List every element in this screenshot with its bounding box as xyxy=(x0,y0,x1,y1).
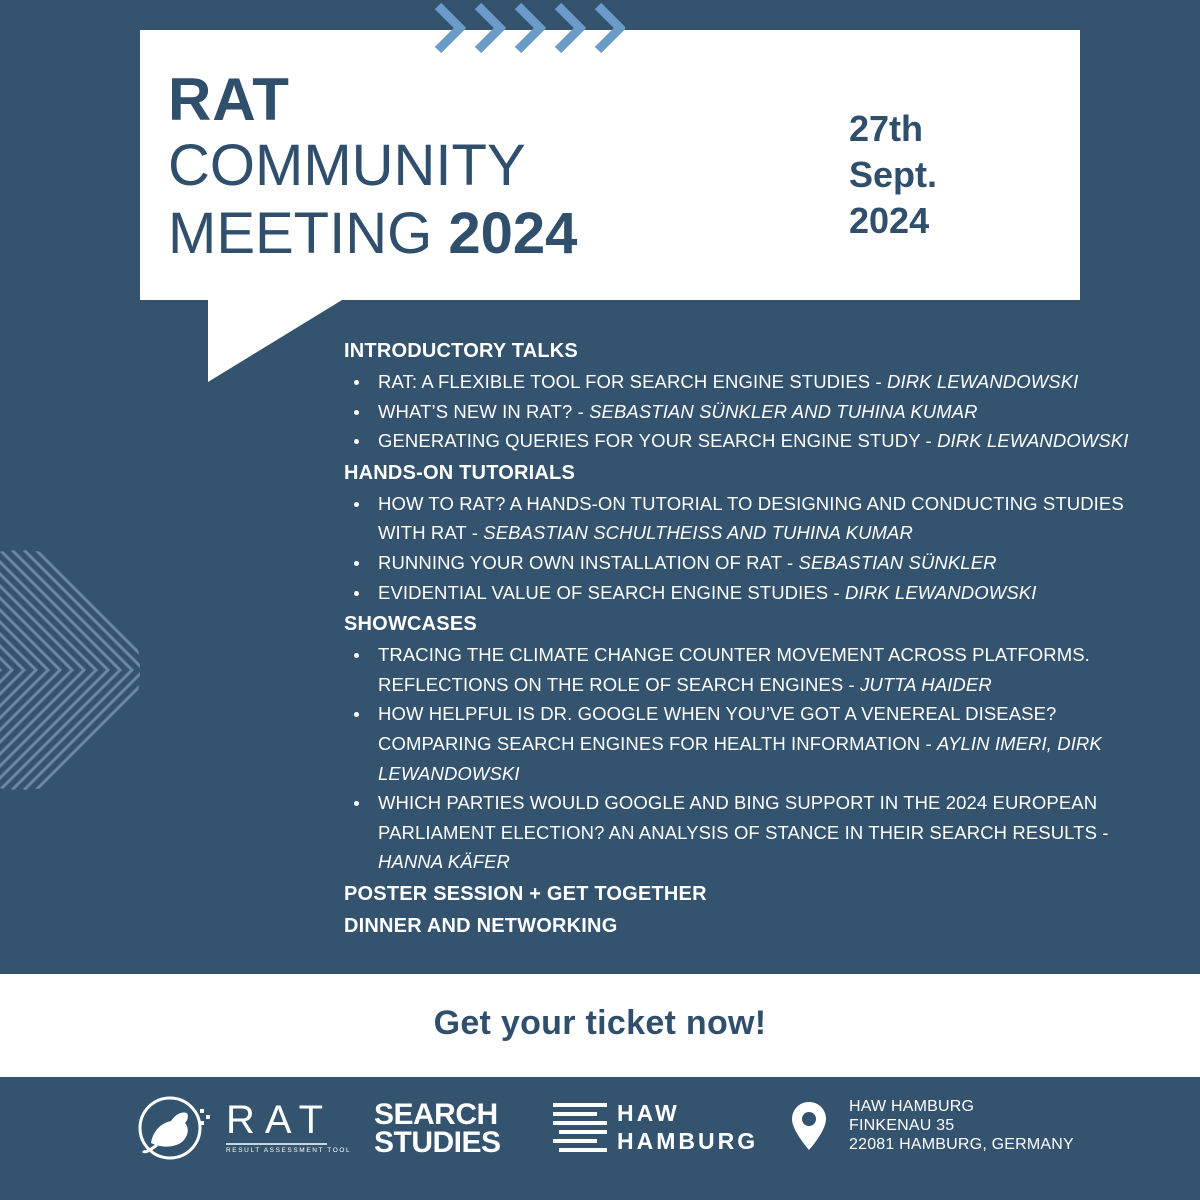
title-year: 2024 xyxy=(448,201,578,266)
title-meeting xyxy=(168,200,577,268)
section-title: HANDS-ON TUTORIALS xyxy=(344,461,576,484)
haw-line2: HAMBURG xyxy=(617,1128,759,1154)
date-month: Sept. xyxy=(849,154,938,195)
chevron-right-icon xyxy=(430,0,625,60)
section-title: INTRODUCTORY TALKS xyxy=(344,340,578,362)
list-item xyxy=(344,788,1164,877)
list-item xyxy=(344,548,1164,578)
title-community: COMMUNITY xyxy=(168,133,526,198)
talk-speakers: SEBASTIAN SÜNKLER AND TUHINA KUMAR xyxy=(589,400,978,422)
talk-title: EVIDENTIAL VALUE OF SEARCH ENGINE STUDIES - xyxy=(378,581,840,603)
section-showcases xyxy=(344,609,1164,877)
list-item xyxy=(344,426,1164,456)
talk-list xyxy=(344,367,1164,456)
talk-speakers: SEBASTIAN SÜNKLER xyxy=(798,551,997,573)
talk-title: WHICH PARTIES WOULD GOOGLE AND BING SUPPORT IN THE 2024 EUROPEAN PARLIAMENT ELECTION? AN ANALYSIS OF STANCE IN THEIR SEARCH RESULTS - xyxy=(378,792,1109,843)
ticket-cta[interactable]: Get your ticket now! xyxy=(433,1004,767,1042)
address-line3: 22081 HAMBURG, GERMANY xyxy=(849,1136,1074,1153)
search-studies-line1: SEARCH xyxy=(374,1098,498,1131)
program-list xyxy=(344,334,1164,942)
talk-speakers: DIRK LEWANDOWSKI xyxy=(937,430,1129,452)
event-title xyxy=(168,68,577,268)
list-item xyxy=(344,397,1164,427)
decorative-pattern xyxy=(0,550,140,790)
talk-title: GENERATING QUERIES FOR YOUR SEARCH ENGINE STUDY - xyxy=(378,430,932,452)
list-item xyxy=(344,367,1164,397)
list-item xyxy=(344,578,1164,608)
address-line2: FINKENAU 35 xyxy=(849,1117,955,1134)
location-pin-icon xyxy=(791,1101,827,1151)
event-date xyxy=(849,106,937,244)
list-item xyxy=(344,699,1164,788)
talk-title: WHAT’S NEW IN RAT? - xyxy=(378,400,584,422)
talk-list xyxy=(344,489,1164,607)
title-meeting-word: MEETING xyxy=(168,201,433,266)
talk-speakers: DIRK LEWANDOWSKI xyxy=(887,371,1079,392)
haw-logo-mark xyxy=(553,1103,607,1155)
search-studies-logo xyxy=(374,1098,501,1159)
talk-speakers: DIRK LEWANDOWSKI xyxy=(845,581,1037,603)
talk-title: HOW TO RAT? A HANDS-ON TUTORIAL TO DESIGNING AND CONDUCTING STUDIES WITH RAT - xyxy=(378,492,1124,544)
search-studies-line2: STUDIES xyxy=(374,1126,501,1159)
haw-hamburg-logo xyxy=(617,1099,758,1155)
talk-speakers: AYLIN IMERI, DIRK LEWANDOWSKI xyxy=(378,732,1102,784)
section-title: SHOWCASES xyxy=(344,613,477,636)
section-dinner: DINNER AND NETWORKING xyxy=(344,914,618,937)
section-hands-on-tutorials xyxy=(344,458,1164,607)
title-rat: RAT xyxy=(168,66,290,133)
talk-title: HOW HELPFUL IS DR. GOOGLE WHEN YOU’VE GOT A VENEREAL DISEASE? COMPARING SEARCH ENGINES FOR HEALTH INFORMATION - xyxy=(378,703,1057,754)
rat-logo-text: RAT xyxy=(226,1098,334,1142)
talk-speakers: HANNA KÄFER xyxy=(378,851,510,873)
talk-title: RAT: A FLEXIBLE TOOL FOR SEARCH ENGINE STUDIES - xyxy=(378,371,882,392)
talk-title: TRACING THE CLIMATE CHANGE COUNTER MOVEMENT ACROSS PLATFORMS. REFLECTIONS ON THE ROLE OF SEARCH ENGINES - xyxy=(378,644,1090,695)
rat-logo-subtitle: RESULT ASSESSMENT TOOL xyxy=(226,1147,352,1154)
section-poster-session: POSTER SESSION + GET TOGETHER xyxy=(344,882,707,905)
section-introductory-talks xyxy=(344,336,1164,456)
address-line1: HAW HAMBURG xyxy=(849,1098,975,1115)
haw-line1: HAW xyxy=(617,1100,680,1126)
talk-list xyxy=(344,640,1164,877)
talk-speakers: SEBASTIAN SCHULTHEISS AND TUHINA KUMAR xyxy=(483,522,913,544)
talk-title: RUNNING YOUR OWN INSTALLATION OF RAT - xyxy=(378,551,794,573)
list-item xyxy=(344,640,1164,699)
date-year: 2024 xyxy=(849,200,930,241)
date-day: 27th xyxy=(849,108,924,149)
talk-speakers: JUTTA HAIDER xyxy=(860,673,992,695)
venue-address xyxy=(849,1097,1074,1154)
list-item xyxy=(344,489,1164,548)
